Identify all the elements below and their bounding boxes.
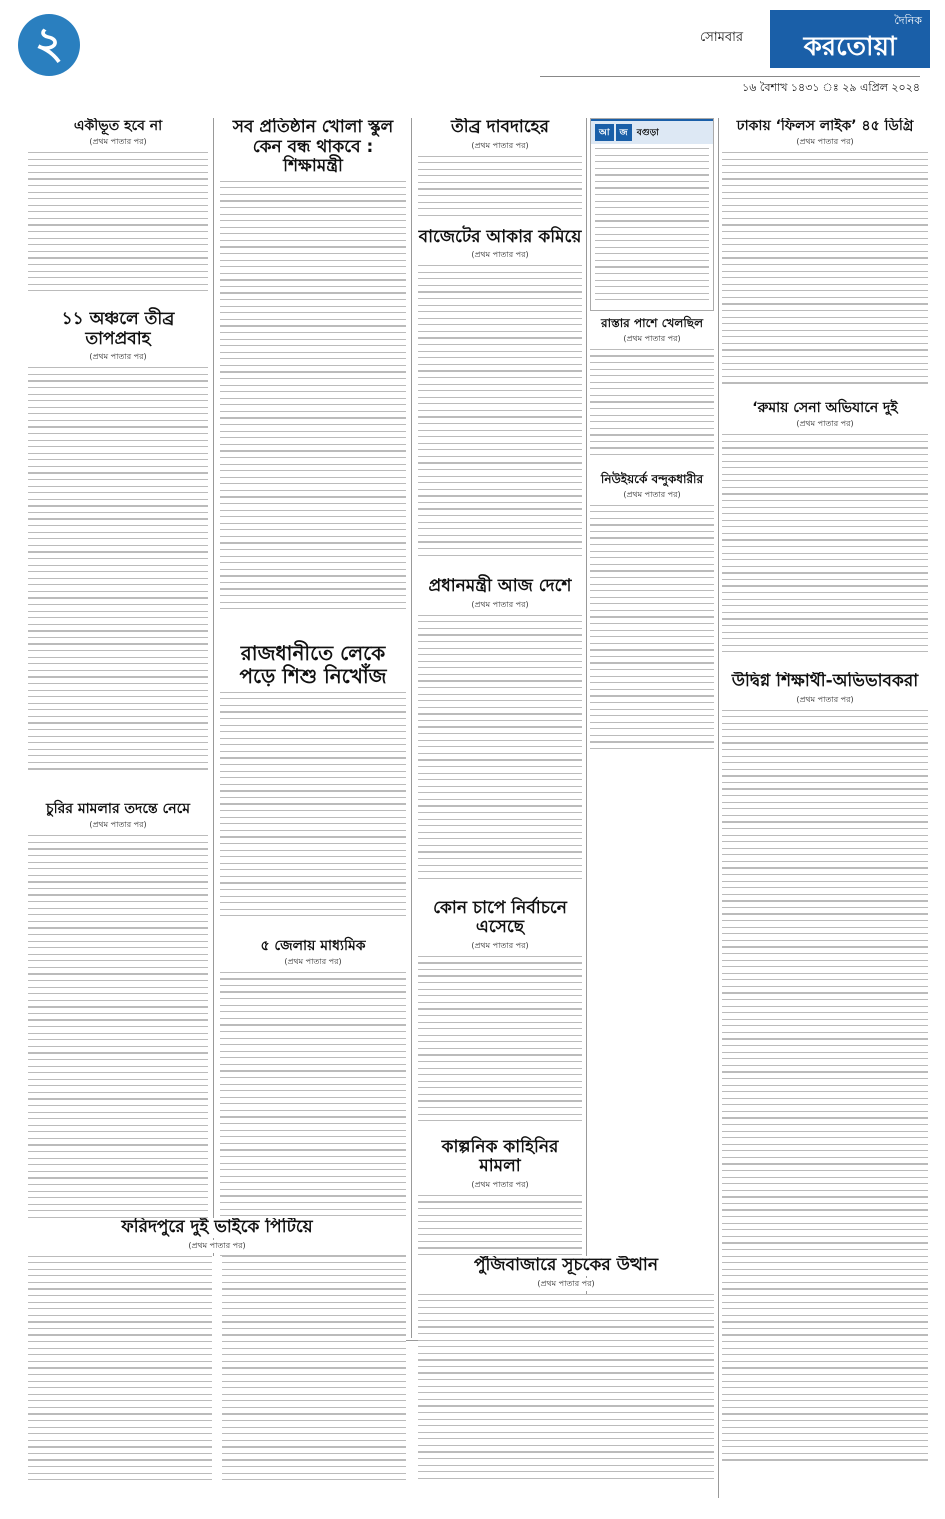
- story-election: [418, 899, 582, 1132]
- story-continued: (প্রথম পাতার পর): [471, 599, 529, 609]
- bogura-box-header: [591, 119, 713, 144]
- box-tag: আ: [595, 124, 614, 141]
- story-continued: (প্রথম পাতার পর): [418, 1278, 714, 1291]
- story-continued: (প্রথম পাতার পর): [471, 1179, 529, 1189]
- story-body: [418, 265, 582, 571]
- story-continued: (প্রথম পাতার পর): [471, 940, 529, 950]
- story-body: [722, 710, 928, 1490]
- story-anxious: [722, 672, 928, 1500]
- story-headline: ৫ জেলায় মাধ্যমিক: [260, 937, 366, 954]
- story-headline: উদ্বিগ্ন শিক্ষার্থী-অভিভাবকরা: [731, 672, 919, 691]
- dateline: ১৬ বৈশাখ ১৪৩১ ঃ ২৯ এপ্রিল ২০২৪: [540, 76, 920, 98]
- story-heatwave: [28, 310, 208, 795]
- story-headline: ১১ অঞ্চলে তীব্র তাপপ্রবাহ: [61, 309, 175, 349]
- story-body: [28, 367, 208, 795]
- story-body: [220, 692, 406, 932]
- story-continued: (প্রথম পাতার পর): [89, 137, 147, 147]
- story-continued: (প্রথম পাতার পর): [284, 956, 342, 966]
- story-sharemarket: [418, 1256, 714, 1502]
- bogura-box-body: [591, 144, 713, 310]
- logo-prefix: দৈনিক: [894, 14, 922, 27]
- story-headline: ঢাকায় ‘ফিলস লাইক’ ৪৫ ডিগ্রি: [736, 118, 914, 134]
- story-headline: পুঁজিবাজারে সূচকের উত্থান: [418, 1256, 714, 1276]
- column-rule: [411, 118, 412, 1338]
- story-continued: (প্রথম পাতার পর): [471, 250, 529, 260]
- bogura-box: [590, 118, 714, 311]
- column-2: [220, 118, 406, 1338]
- story-headline: কাল্পনিক কাহিনির মামলা: [441, 1136, 559, 1177]
- story-headline: রাজধানীতে লেকে পড়ে শিশু নিখোঁজ: [239, 640, 387, 688]
- day-label: সোমবার: [700, 30, 744, 45]
- story-pm: [418, 577, 582, 893]
- newspaper-logo: [770, 10, 930, 68]
- box-tag: জ: [616, 124, 632, 141]
- story-headline: ‘রুমায় সেনা অভিযানে দুই: [752, 400, 898, 417]
- story-continued: (প্রথম পাতার পর): [471, 140, 529, 150]
- story-ekivut: [28, 118, 208, 304]
- story-body: [722, 434, 928, 658]
- story-lake-child: [220, 642, 406, 932]
- story-heat-wave-2: [418, 118, 582, 222]
- story-faridpur: [28, 1218, 406, 1502]
- story-newyork: [590, 473, 714, 765]
- story-body: [418, 956, 582, 1132]
- story-continued: (প্রথম পাতার পর): [796, 137, 854, 147]
- story-roadside-child: [590, 317, 714, 467]
- story-body: [418, 615, 582, 893]
- story-body: [590, 505, 714, 765]
- story-headline: সব প্রতিষ্ঠান খোলা স্কুল কেন বন্ধ থাকবে : শিক্ষামন্ত্রী: [232, 118, 394, 177]
- story-headline: বাজেটের আকার কমিয়ে: [418, 226, 582, 247]
- story-continued: (প্রথম পাতার পর): [623, 333, 681, 343]
- column-3: [418, 118, 582, 1338]
- story-body: [418, 156, 582, 222]
- logo-name: করতোয়া: [803, 32, 897, 62]
- masthead: [0, 0, 945, 92]
- story-budget: [418, 228, 582, 572]
- story-continued: (প্রথম পাতার পর): [89, 352, 147, 362]
- story-headline: প্রধানমন্ত্রী আজ দেশে: [428, 576, 572, 597]
- column-rule: [213, 118, 214, 1338]
- story-feels-like: [722, 118, 928, 394]
- story-headline: কোন চাপে নির্বাচনে এসেছে: [433, 897, 567, 938]
- story-headline: ফরিদপুরে দুই ভাইকে পিটিয়ে: [28, 1218, 406, 1238]
- story-body: [590, 349, 714, 467]
- story-schools: [220, 118, 406, 636]
- story-headline: একীভূত হবে না: [73, 118, 163, 134]
- column-rule: [586, 118, 587, 1338]
- story-continued: (প্রথম পাতার পর): [28, 1240, 406, 1253]
- story-body: [28, 1256, 406, 1496]
- story-continued: (প্রথম পাতার পর): [89, 820, 147, 830]
- story-headline: রাস্তার পাশে খেলছিল: [600, 316, 704, 330]
- story-body: [220, 181, 406, 636]
- story-headline: তীব্র দাবদাহের: [451, 118, 549, 137]
- story-ruma: [722, 400, 928, 658]
- page-number: ২: [18, 14, 80, 76]
- story-headline: চুরির মামলার তদন্তে নেমে: [46, 801, 190, 818]
- story-body: [28, 152, 208, 304]
- box-label: বগুড়া: [636, 128, 659, 138]
- column-5: [722, 118, 928, 658]
- column-rule: [718, 118, 719, 1498]
- story-body: [418, 1294, 714, 1494]
- story-continued: (প্রথম পাতার পর): [796, 694, 854, 704]
- story-body: [722, 152, 928, 394]
- story-headline: নিউইয়র্কে বন্দুকধারীর: [600, 471, 704, 486]
- story-continued: (প্রথম পাতার পর): [623, 489, 681, 499]
- story-continued: (প্রথম পাতার পর): [796, 419, 854, 429]
